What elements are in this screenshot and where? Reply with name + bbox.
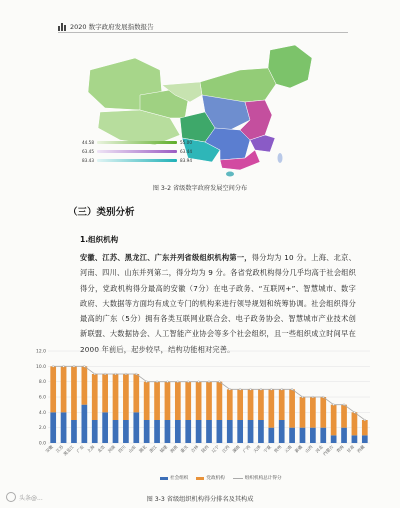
- y-tick-label: 2.0: [38, 426, 46, 432]
- total-point: [333, 404, 335, 406]
- total-point: [302, 396, 304, 398]
- x-tick-label: 湖南: [231, 444, 241, 454]
- bar-social: [71, 420, 77, 443]
- total-point: [312, 396, 314, 398]
- bar-party: [341, 405, 347, 428]
- x-tick-label: 江苏: [54, 444, 65, 454]
- y-tick-label: 10.0: [35, 364, 46, 370]
- x-tick-label: 河南: [106, 444, 117, 454]
- total-point: [208, 381, 210, 383]
- bar-social: [154, 420, 160, 443]
- bar-party: [268, 389, 274, 427]
- bar-chart: [30, 345, 375, 485]
- x-tick-label: 宁夏: [262, 444, 273, 454]
- chart-legend: [160, 475, 282, 481]
- total-point: [83, 365, 85, 367]
- paragraph-text: 得分均为 10 分。上海、北京、河南、四川、山东并列第二，得分均为 9 分。各省党政机构得分几乎均高于社会组织得分，党政机构得分最高的安徽（7分）在电子政务、“互联网+”、智慧城市、数字政府、大数据等方面均有成立专门的机构来进行领导规划和统筹协调。社会组织得分最高的广东（5分）拥有各类互联网业联合会、电子政务协会、智慧城市产业技术创新联盟、大数据协会、人工智能产业协会等多个社会组织，且一些组织成立时间早在 2000 年前后，起步较早，结构功能相对完善。: [80, 253, 356, 354]
- bar-party: [196, 382, 202, 420]
- bar-social: [175, 420, 181, 443]
- bar-social: [81, 405, 87, 443]
- bar-party: [154, 382, 160, 420]
- figure-caption-2: 图 3-3 省级组织机构得分排名及其构成: [146, 496, 254, 503]
- map-legend: [82, 138, 192, 165]
- y-tick-label: 0.0: [38, 441, 46, 447]
- header-divider: [58, 32, 348, 33]
- bar-party: [310, 397, 316, 428]
- x-tick-label: 浙江: [148, 444, 158, 454]
- legend-row: 63.45 63.44: [82, 149, 192, 154]
- legend-item-total: 组织机构总计得分: [233, 475, 282, 481]
- bar-social: [237, 420, 243, 443]
- bar-party: [300, 397, 306, 428]
- bar-social: [165, 420, 171, 443]
- x-tick-label: 陕西: [200, 444, 210, 454]
- total-point: [135, 373, 137, 375]
- y-tick-label: 8.0: [38, 380, 46, 386]
- total-point: [291, 388, 293, 390]
- bar-party: [61, 366, 67, 412]
- bar-party: [362, 420, 368, 435]
- y-tick-label: 12.0: [35, 349, 46, 355]
- bar-social: [102, 412, 108, 443]
- x-tick-label: 北京: [96, 444, 106, 454]
- x-tick-label: 新疆: [293, 444, 304, 454]
- total-point: [218, 381, 220, 383]
- section-title: （三）类别分析: [68, 207, 135, 218]
- bar-party: [102, 374, 108, 412]
- bar-party: [258, 389, 264, 420]
- bar-party: [81, 366, 87, 404]
- bar-social: [310, 428, 316, 443]
- bar-social: [258, 420, 264, 443]
- bar-party: [71, 366, 77, 420]
- bar-party: [237, 389, 243, 420]
- x-tick-label: 辽宁: [210, 444, 221, 454]
- bar-logo-icon: [58, 23, 66, 31]
- total-point: [260, 388, 262, 390]
- x-tick-label: 广东: [75, 444, 86, 454]
- x-tick-label: 内蒙古: [321, 444, 335, 457]
- total-point: [250, 388, 252, 390]
- x-tick-label: 天津: [252, 444, 262, 454]
- total-point: [229, 388, 231, 390]
- bar-party: [217, 382, 223, 420]
- x-tick-label: 吉林: [189, 444, 200, 454]
- x-tick-label: 上海: [85, 444, 96, 454]
- x-tick-label: 贵州: [272, 444, 283, 454]
- total-point: [322, 396, 324, 398]
- total-point: [115, 373, 117, 375]
- bar-party: [123, 374, 129, 420]
- bar-social: [113, 420, 119, 443]
- total-point: [239, 388, 241, 390]
- bar-social: [268, 428, 274, 443]
- x-tick-label: 广西: [241, 444, 252, 454]
- legend-row: 44.58 55.00: [82, 140, 192, 145]
- bar-social: [144, 420, 150, 443]
- bar-social: [206, 420, 212, 443]
- bar-party: [206, 382, 212, 420]
- page-header: [58, 22, 154, 31]
- chart-svg: [30, 345, 375, 475]
- bar-social: [50, 412, 56, 443]
- bar-party: [175, 382, 181, 420]
- bar-social: [92, 420, 98, 443]
- bar-social: [217, 420, 223, 443]
- map-region-hainan: [226, 172, 234, 177]
- body-paragraph: [80, 250, 356, 357]
- total-point: [354, 411, 356, 413]
- bar-party: [185, 382, 191, 420]
- total-point: [364, 419, 366, 421]
- x-tick-label: 甘肃: [345, 444, 356, 454]
- x-tick-label: 安徽: [44, 444, 54, 454]
- total-point: [52, 365, 54, 367]
- bar-party: [50, 366, 56, 412]
- x-tick-label: 福建: [158, 444, 169, 454]
- bar-social: [362, 435, 368, 443]
- bar-party: [133, 374, 139, 412]
- x-tick-label: 西藏: [356, 444, 366, 454]
- bar-party: [248, 389, 254, 420]
- bar-social: [352, 435, 358, 443]
- legend-item-party: 党政机构: [196, 475, 224, 481]
- map-region-taiwan: [278, 153, 283, 163]
- bar-party: [92, 374, 98, 420]
- total-point: [73, 365, 75, 367]
- legend-row: 83.43 83.94: [82, 158, 192, 163]
- x-tick-label: 河北: [314, 444, 324, 454]
- watermark: 头条@...: [6, 492, 43, 502]
- bar-social: [279, 420, 285, 443]
- bar-social: [227, 420, 233, 443]
- total-point: [177, 381, 179, 383]
- total-point: [94, 373, 96, 375]
- bar-party: [289, 389, 295, 427]
- total-point: [104, 373, 106, 375]
- bar-social: [331, 435, 337, 443]
- total-point: [198, 381, 200, 383]
- bar-party: [227, 389, 233, 420]
- total-point: [146, 381, 148, 383]
- figure-caption-1: 图 3-2 省级数字政府发展空间分布: [152, 185, 248, 192]
- bar-party: [320, 397, 326, 428]
- bar-party: [331, 405, 337, 436]
- x-tick-label: 江西: [221, 444, 231, 454]
- y-tick-label: 6.0: [38, 395, 46, 401]
- x-tick-label: 青海: [335, 444, 345, 454]
- total-point: [343, 404, 345, 406]
- bar-party: [352, 412, 358, 435]
- bar-social: [196, 420, 202, 443]
- total-point: [187, 381, 189, 383]
- x-tick-label: 四川: [117, 444, 127, 454]
- bar-social: [248, 420, 254, 443]
- x-tick-label: 山西: [304, 444, 314, 454]
- x-tick-label: 海南: [169, 444, 179, 454]
- watermark-logo-icon: [6, 492, 16, 502]
- subsection-title: 1.组织机构: [80, 235, 119, 244]
- x-tick-label: 山东: [127, 444, 137, 454]
- total-point: [156, 381, 158, 383]
- bar-party: [279, 389, 285, 420]
- bar-party: [144, 382, 150, 420]
- total-point: [63, 365, 65, 367]
- bar-social: [320, 428, 326, 443]
- x-tick-label: 重庆: [179, 444, 189, 454]
- legend-item-social: 社会组织: [160, 475, 188, 481]
- total-point: [125, 373, 127, 375]
- bar-social: [185, 420, 191, 443]
- x-tick-label: 湖北: [137, 444, 148, 454]
- header-title: 2020 数字政府发展指数报告: [70, 23, 154, 31]
- bar-social: [61, 412, 67, 443]
- bar-party: [113, 374, 119, 420]
- bar-social: [133, 412, 139, 443]
- bar-social: [123, 420, 129, 443]
- paragraph-lead: 安徽、江苏、黑龙江、广东并列省级组织机构第一，: [80, 253, 252, 262]
- bar-social: [341, 428, 347, 443]
- bar-party: [165, 382, 171, 420]
- total-point: [167, 381, 169, 383]
- bar-social: [300, 428, 306, 443]
- total-point: [281, 388, 283, 390]
- x-tick-label: 云南: [283, 444, 293, 454]
- bar-social: [289, 428, 295, 443]
- x-tick-label: 黑龙江: [62, 444, 75, 457]
- total-point: [270, 388, 272, 390]
- y-tick-label: 4.0: [38, 410, 46, 416]
